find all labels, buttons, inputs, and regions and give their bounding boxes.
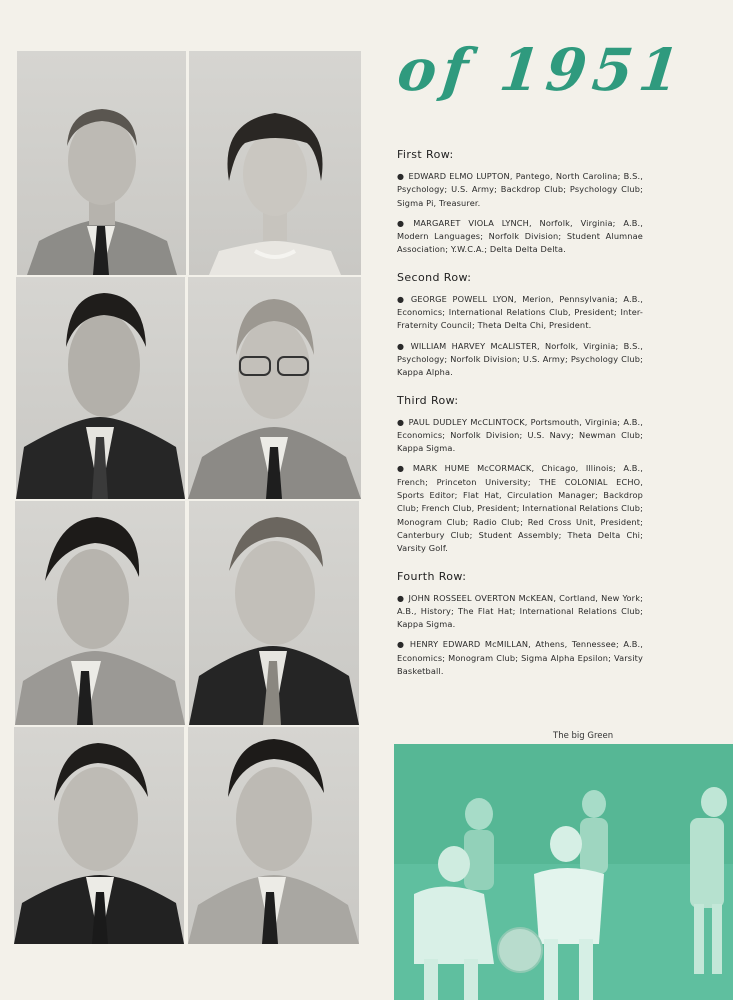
caption-entry-text: MARK HUME McCORMACK, Chicago, Illinois; A.B., French; Princeton University; THE COLONIAL ECHO, Sports Editor; Flat Hat, Circulation Manager; Backdrop Club; French Club, President; International Relations Club; Monogram Club; Radio Club; Red Cross Unit, President; Canterbury Club; Student Assembly; Theta Delta Chi; Varsity Golf. xyxy=(397,463,643,554)
bullet-icon: ● xyxy=(397,218,410,228)
caption-entry-text: GEORGE POWELL LYON, Merion, Pennsylvania; A.B., Economics; International Relations Club, President; Inter-Fraternity Council; Theta Delta Chi, President. xyxy=(397,293,643,331)
bullet-icon: ● xyxy=(397,172,405,181)
basketball-players-image xyxy=(394,744,733,1000)
bullet-icon: ● xyxy=(397,640,406,650)
basketball-photo xyxy=(394,744,733,1000)
caption-entry xyxy=(397,638,643,678)
portrait-paul-dudley-mcclintock xyxy=(15,501,185,725)
caption-entry xyxy=(397,217,643,257)
bullet-icon: ● xyxy=(397,417,405,427)
row-section-second xyxy=(397,271,643,380)
portrait-image xyxy=(188,277,361,499)
row-heading: Third Row: xyxy=(397,393,459,407)
portrait-henry-edward-mcmillan xyxy=(188,727,359,944)
row-heading: First Row: xyxy=(397,148,454,161)
portrait-image xyxy=(189,501,359,725)
portrait-john-rosseel-overton-mckean xyxy=(14,727,184,944)
bullet-icon: ● xyxy=(397,593,405,603)
caption-list xyxy=(397,148,643,692)
row-section-fourth xyxy=(397,570,643,679)
bullet-icon: ● xyxy=(397,294,407,304)
caption-entry-text: HENRY EDWARD McMILLAN, Athens, Tennessee; A.B., Economics; Monogram Club; Sigma Alpha Epsilon; Varsity Basketball. xyxy=(397,639,643,677)
class-year-heading xyxy=(394,36,698,126)
row-section-third xyxy=(397,394,643,556)
portrait-image xyxy=(189,51,361,275)
caption-entry-text: EDWARD ELMO LUPTON, Pantego, North Carolina; B.S., Psychology; U.S. Army; Backdrop Club; Psychology Club; Sigma Pi, Treasurer. xyxy=(397,171,643,208)
caption-entry xyxy=(397,340,643,380)
caption-entry xyxy=(397,293,643,333)
bullet-icon: ● xyxy=(397,341,407,351)
portrait-george-powell-lyon xyxy=(16,277,185,499)
caption-entry xyxy=(397,170,643,210)
row-heading: Fourth Row: xyxy=(397,569,467,583)
caption-entry-text: MARGARET VIOLA LYNCH, Norfolk, Virginia; A.B., Modern Languages; Norfolk Division; Student Alumnae Association; Y.W.C.A.; Delta Delta Delta. xyxy=(397,217,643,255)
portrait-margaret-viola-lynch xyxy=(189,51,361,275)
caption-entry-text: WILLIAM HARVEY McALISTER, Norfolk, Virginia; B.S., Psychology; Norfolk Division; U.S. Army; Psychology Club; Kappa Alpha. xyxy=(397,340,643,378)
portrait-edward-elmo-lupton xyxy=(17,51,186,275)
portrait-image xyxy=(14,727,184,944)
portrait-image xyxy=(188,727,359,944)
portrait-mark-hume-mccormack xyxy=(189,501,359,725)
caption-entry xyxy=(397,416,643,456)
photo-caption: The big Green xyxy=(553,731,614,741)
caption-entry xyxy=(397,592,643,632)
portrait-william-harvey-mcalister xyxy=(188,277,361,499)
row-section-first xyxy=(397,148,643,257)
caption-entry-text: JOHN ROSSEEL OVERTON McKEAN, Cortland, New York; A.B., History; The Flat Hat; International Relations Club; Kappa Sigma. xyxy=(397,592,643,630)
caption-entry-text: PAUL DUDLEY McCLINTOCK, Portsmouth, Virginia; A.B., Economics; Norfolk Division; U.S. Navy; Newman Club; Kappa Sigma. xyxy=(397,416,643,454)
portrait-image xyxy=(15,501,185,725)
class-year-heading-text: of 1951 xyxy=(394,36,689,104)
row-heading: Second Row: xyxy=(397,270,472,284)
caption-entry xyxy=(397,462,643,555)
bullet-icon: ● xyxy=(397,464,409,474)
portrait-image xyxy=(17,51,186,275)
portrait-image xyxy=(16,277,185,499)
